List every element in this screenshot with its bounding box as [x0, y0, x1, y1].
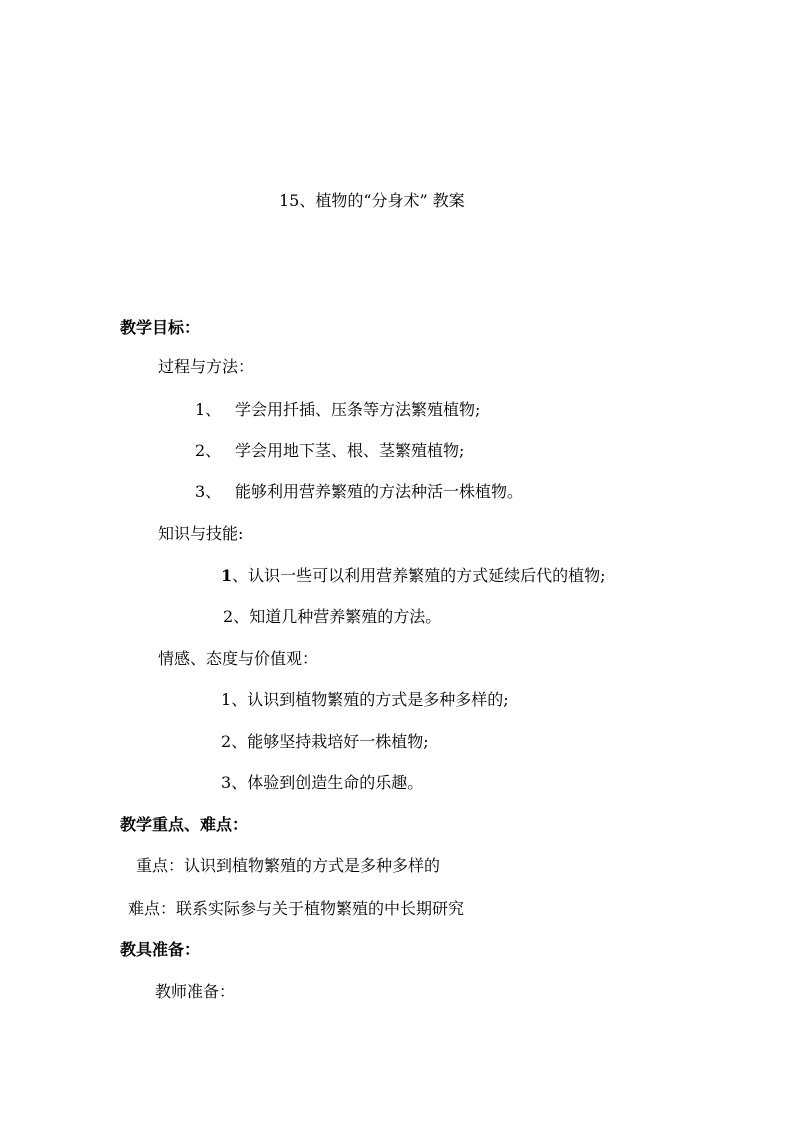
document-title: 15、植物的“分身术” 教案 [279, 191, 465, 210]
list-text: 、认识到植物繁殖的方式是多种多样的; [231, 690, 509, 709]
teacher-preparation-label: 教师准备： [155, 982, 236, 1001]
list-text: 学会用扦插、压条等方法繁殖植物; [235, 400, 481, 419]
attitude-item [221, 773, 423, 793]
process-item [195, 400, 480, 420]
list-number: 1、 [195, 400, 222, 419]
difficulty-point: 难点：联系实际参与关于植物繁殖的中长期研究 [128, 899, 465, 918]
process-methods-label: 过程与方法： [158, 357, 255, 376]
attitude-values-label: 情感、态度与价值观： [158, 649, 319, 668]
list-text: 能够利用营养繁殖的方法种活一株植物。 [235, 482, 524, 501]
objectives-heading: 教学目标： [120, 318, 201, 337]
list-text: 、体验到创造生命的乐趣。 [231, 773, 424, 792]
list-text: 、能够坚持栽培好一株植物; [231, 732, 429, 751]
key-points-heading: 教学重点、难点： [120, 815, 249, 834]
list-number: 1 [221, 690, 232, 709]
list-text: 、认识一些可以利用营养繁殖的方式延续后代的植物; [232, 566, 606, 585]
list-number: 2 [223, 607, 234, 626]
list-number: 3 [221, 773, 232, 792]
list-text: 学会用地下茎、根、茎繁殖植物; [235, 441, 465, 460]
attitude-item [221, 732, 429, 752]
knowledge-item [223, 607, 441, 627]
knowledge-item [221, 566, 606, 586]
list-number: 2 [221, 732, 232, 751]
list-number: 1 [221, 566, 233, 585]
materials-heading: 教具准备： [120, 940, 201, 959]
focus-point: 重点：认识到植物繁殖的方式是多种多样的 [136, 856, 441, 875]
knowledge-skills-label: 知识与技能: [158, 524, 244, 543]
list-number: 2、 [195, 441, 222, 460]
attitude-item [221, 690, 509, 710]
list-text: 、知道几种营养繁殖的方法。 [233, 607, 442, 626]
process-item [195, 482, 523, 502]
list-number: 3、 [195, 482, 222, 501]
process-item [195, 441, 464, 461]
